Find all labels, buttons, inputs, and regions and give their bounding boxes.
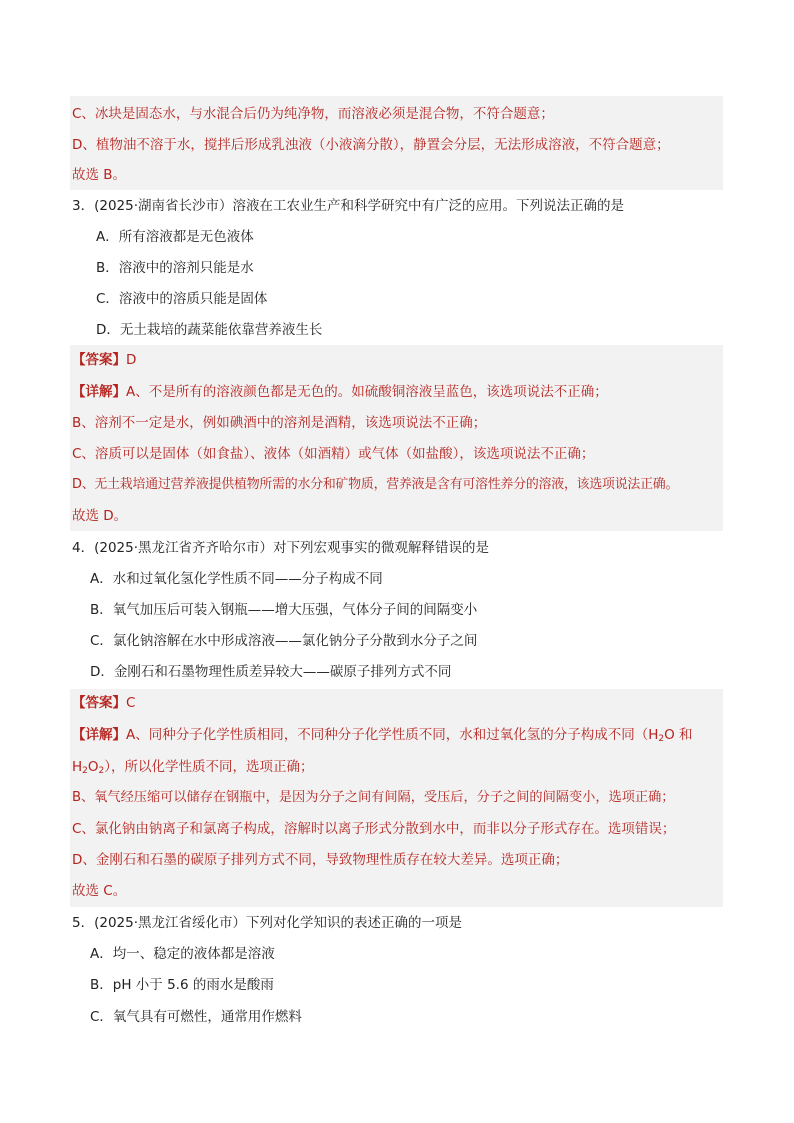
question-4-option-b: B．氧气加压后可装入钢瓶——增大压强，气体分子间的间隔变小 (90, 602, 478, 618)
question-3-detail-b: B、溶剂不一定是水，例如碘酒中的溶剂是酒精，该选项说法不正确； (72, 415, 487, 431)
formula-h: H (72, 759, 83, 775)
question-4-option-c: C．氯化钠溶解在水中形成溶液——氯化钠分子分散到水分子之间 (90, 633, 478, 649)
question-5-option-a: A．均一、稳定的液体都是溶液 (90, 946, 275, 962)
detail-text-end: ），所以化学性质不同，选项正确； (104, 759, 314, 775)
detail-tag: 【详解】 (72, 727, 126, 743)
answer-block-q3 (70, 345, 723, 531)
detail-text-end: O 和 (664, 727, 693, 743)
question-3-option-d: D．无土栽培的蔬菜能依靠营养液生长 (96, 322, 323, 338)
detail-text: A、同种分子化学性质相同，不同种分子化学性质不同，水和过氧化氢的分子构成不同（H (126, 727, 659, 743)
subscript: 2 (82, 766, 88, 776)
question-5-option-b: B．pH 小于 5.6 的雨水是酸雨 (90, 977, 274, 993)
question-5-option-c: C．氧气具有可燃性，通常用作燃料 (90, 1009, 302, 1025)
question-3-detail-c: C、溶质可以是固体（如食盐）、液体（如酒精）或气体（如盐酸），该选项说法不正确； (72, 446, 595, 462)
answer-value: D (126, 352, 137, 368)
question-3-option-b: B．溶液中的溶剂只能是水 (96, 260, 254, 276)
question-3-answer (72, 350, 136, 370)
question-3-option-c: C．溶液中的溶质只能是固体 (96, 291, 268, 307)
answer-tag: 【答案】 (72, 352, 126, 368)
question-3-option-a: A．所有溶液都是无色液体 (96, 229, 254, 245)
prev-detail-d: D、植物油不溶于水，搅拌后形成乳浊液（小液滴分散），静置会分层，无法形成溶液，不符合题意； (72, 137, 670, 153)
formula-o: O (87, 759, 99, 775)
question-4-detail-b: B、氧气经压缩可以储存在钢瓶中，是因为分子之间有间隔，受压后，分子之间的间隔变小，选项正确； (72, 790, 675, 805)
answer-tag: 【答案】 (72, 695, 126, 711)
question-3-detail-a (72, 382, 608, 402)
answer-value: C (126, 695, 136, 711)
prev-detail-c: C、冰块是固态水，与水混合后仍为纯净物，而溶液必须是混合物，不符合题意； (72, 106, 554, 122)
question-4-answer (72, 693, 135, 713)
question-4-conclusion: 故选 C。 (72, 883, 127, 899)
question-5-stem: 5．(2025·黑龙江省绥化市）下列对化学知识的表述正确的一项是 (72, 915, 463, 931)
question-4-stem: 4．(2025·黑龙江省齐齐哈尔市）对下列宏观事实的微观解释错误的是 (72, 540, 490, 556)
question-4-option-d: D．金刚石和石墨物理性质差异较大——碳原子排列方式不同 (90, 664, 452, 680)
subscript: 2 (658, 734, 665, 744)
prev-conclusion: 故选 B。 (72, 167, 127, 183)
question-4-detail-c: C、氯化钠由钠离子和氯离子构成，溶解时以离子形式分散到水中，而非以分子形式存在。选项错误； (72, 821, 676, 837)
question-4-detail-d: D、金刚石和石墨的碳原子排列方式不同，导致物理性质存在较大差异。选项正确； (72, 852, 569, 868)
question-3-stem: 3．(2025·湖南省长沙市）溶液在工农业生产和科学研究中有广泛的应用。下列说法正确的是 (72, 198, 625, 214)
subscript: 2 (98, 766, 105, 776)
detail-tag: 【详解】 (72, 384, 126, 400)
question-4-detail-a-line1 (72, 725, 693, 745)
detail-text: A、不是所有的溶液颜色都是无色的。如硫酸铜溶液呈蓝色，该选项说法不正确； (126, 384, 608, 400)
question-4-detail-a-line2 (72, 757, 314, 777)
question-3-conclusion: 故选 D。 (72, 508, 128, 524)
question-3-detail-d: D、无土栽培通过营养液提供植物所需的水分和矿物质，营养液是含有可溶性养分的溶液，该选项说法正确。 (72, 477, 679, 492)
question-4-option-a: A．水和过氧化氢化学性质不同——分子构成不同 (90, 571, 383, 587)
